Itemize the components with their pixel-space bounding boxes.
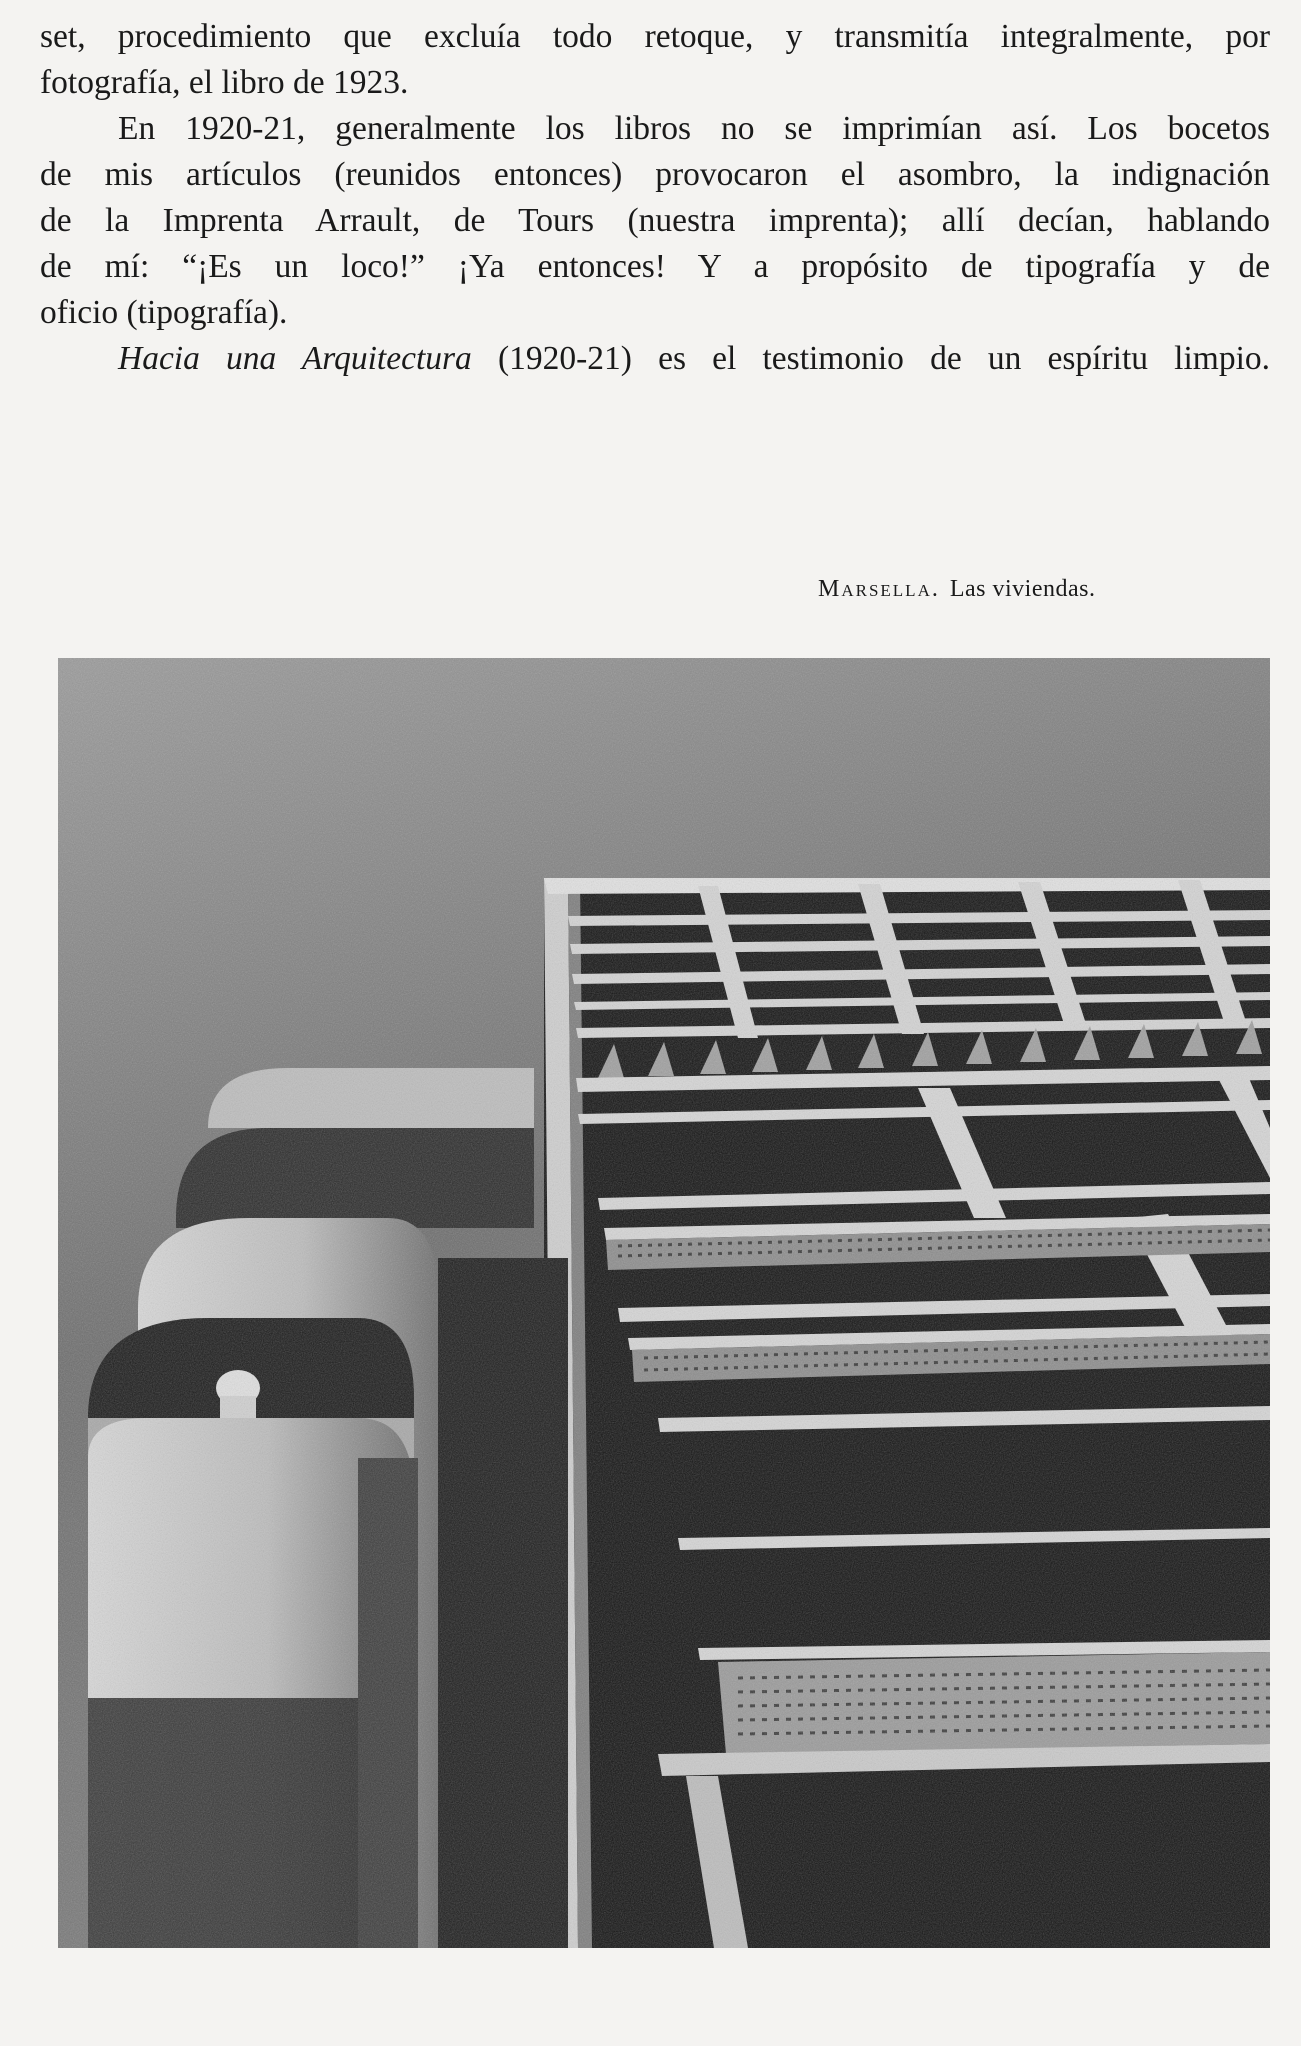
- text-line: set, procedimiento que excluía todo retoque, y transmitía integralmente, por: [40, 18, 1270, 55]
- paragraph-3: [40, 336, 1270, 382]
- caption-place: Marsella.: [818, 576, 940, 602]
- photo-image: [58, 658, 1270, 1948]
- text-line: [40, 336, 1270, 382]
- text-line: oficio (tipografía).: [40, 294, 288, 331]
- paragraph-2: [40, 106, 1270, 336]
- text-line: de mis artículos (reunidos entonces) provocaron el asombro, la indignación: [40, 156, 1270, 193]
- text-line: de mí: “¡Es un loco!” ¡Ya entonces! Y a propósito de tipografía y de: [40, 248, 1270, 285]
- architecture-photo: [58, 658, 1270, 1948]
- text-run: (1920-21) es el testimonio de un espíritu limpio.: [471, 340, 1271, 377]
- text-line: En 1920-21, generalmente los libros no se imprimían así. Los bocetos: [118, 110, 1270, 147]
- book-title: Hacia una Arquitectura: [118, 340, 472, 377]
- text-line: de la Imprenta Arrault, de Tours (nuestra imprenta); allí decían, hablando: [40, 202, 1270, 239]
- photo-caption: [818, 576, 1095, 603]
- grain-overlay: [58, 658, 1270, 1948]
- paragraph-1: [40, 14, 1270, 106]
- caption-text: Las viviendas.: [949, 576, 1096, 602]
- body-text: [40, 14, 1270, 382]
- text-line: fotografía, el libro de 1923.: [40, 64, 409, 101]
